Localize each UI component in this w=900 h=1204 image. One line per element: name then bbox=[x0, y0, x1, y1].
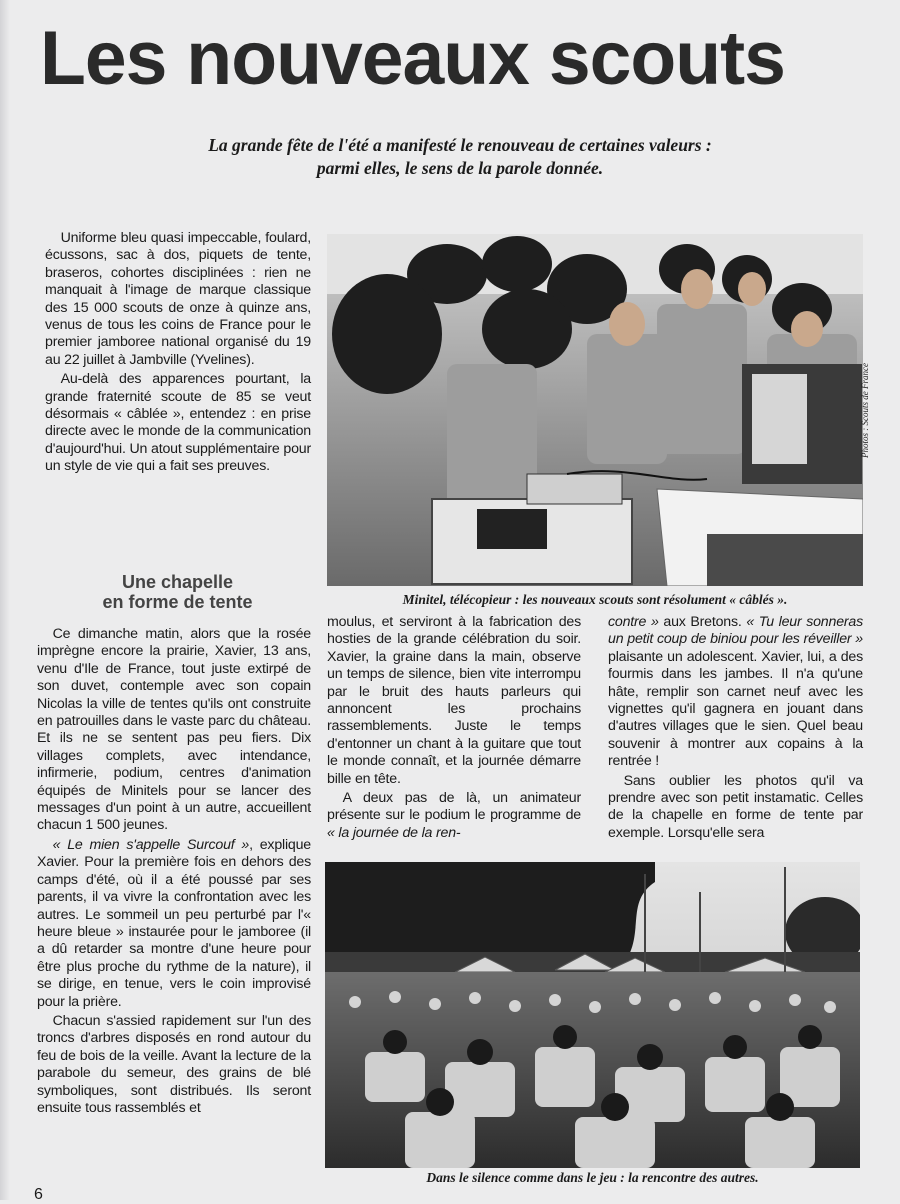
col1-quote: « Le mien s'appelle Surcouf » bbox=[52, 836, 250, 853]
page-number: 6 bbox=[34, 1186, 43, 1203]
col3-paragraph-2: Sans oublier les photos qu'il va prendre avec son petit instamatic. Celles de la chapelle en forme de tente par exemple. Lorsqu'elle sera bbox=[608, 772, 863, 841]
minitel-photo bbox=[327, 234, 863, 586]
body-column-3 bbox=[608, 614, 863, 842]
col2-paragraph-2-text: A deux pas de là, un animateur présente sur le podium le programme de bbox=[327, 790, 581, 824]
photo-credit: Photos : Scouts de France bbox=[860, 363, 870, 458]
crowd-photo bbox=[325, 862, 860, 1168]
section-subhead bbox=[45, 572, 310, 612]
col3-text-2: plaisante un adolescent. Xavier, lui, a des fourmis dans les jambes. Il n'a qu'une hâte, remplir son carnet neuf avec les vignettes qu'il gagnera en jouant dans d'autres villages que le sien. Quel beau souvenir à montrer aux copains à la rentrée ! bbox=[608, 648, 863, 770]
col3-paragraph-1 bbox=[608, 614, 863, 771]
body-column-1 bbox=[37, 626, 311, 1117]
body-column-2 bbox=[327, 614, 581, 842]
intro-paragraph-2: Au-delà des apparences pourtant, la grande fraternité scoute de 85 se veut désormais « câblée », entendez : en prise directe avec le monde de la communication d'aujourd'hui. Un atout supplémentaire pour un style de vie qui a fait ses preuves. bbox=[45, 371, 311, 475]
intro-column bbox=[45, 230, 311, 476]
deck-line-1: La grande fête de l'été a manifesté le renouveau de certaines valeurs : bbox=[208, 135, 712, 155]
bottom-photo-caption: Dans le silence comme dans le jeu : la rencontre des autres. bbox=[426, 1170, 759, 1185]
subhead-line-1: Une chapelle bbox=[121, 572, 234, 592]
article-deck bbox=[120, 134, 800, 180]
col2-quote: « la journée de la ren- bbox=[327, 824, 461, 841]
col2-paragraph-1: moulus, et serviront à la fabrication des hosties de la grande célébration du soir. Xavier, la graine dans la main, observe un temps de silence, bien vite interrompu par le bruit des hauts parleurs qui annoncent les prochains rassemblements. Juste le temps d'entonner un chant à la guitare que tout le monde connaît, et la journée démarre bille en tête. bbox=[327, 614, 581, 787]
intro-paragraph-1: Uniforme bleu quasi impeccable, foulard, écussons, sac à dos, piquets de tente, braseros, cohortes disciplinées : rien ne manquait à l'image de marque classique des 15 000 scouts de onze à quinze ans, venus de tous les coins de France pour le premier jamboree national organisé du 19 au 22 juillet à Jambville (Yvelines). bbox=[45, 230, 311, 368]
col3-quote-1: contre » bbox=[608, 614, 659, 630]
deck-line-2: parmi elles, le sens de la parole donnée. bbox=[316, 158, 604, 178]
col1-paragraph-3: Chacun s'assied rapidement sur l'un des troncs d'arbres disposés en rond autour du feu de bois de la veille. Avant la lecture de la parabole du semeur, des grains de blé symboliques, sont distribués. Ils seront ensuite tous rassemblés et bbox=[37, 1012, 311, 1116]
top-photo-caption: Minitel, télécopieur : les nouveaux scouts sont résolument « câblés ». bbox=[402, 592, 788, 607]
col3-text-1: aux Bretons. bbox=[658, 614, 747, 630]
subhead-line-2: en forme de tente bbox=[102, 592, 253, 612]
col1-paragraph-2-text: , explique Xavier. Pour la première fois en dehors des camps d'été, où il a été poussé par ses parents, il va vivre la confrontation avec les autres. Le sommeil un peu perturbé par l'« heure bleue » instaurée pour le jamboree (il a dû retarder sa montre d'une heure pour être plus proche du rythme de la nature), il se dirige, en tenue, vers le coin improvisé pour la prière. bbox=[37, 836, 311, 1010]
crowd-photo-illustration bbox=[325, 862, 860, 1168]
headline: Les nouveaux scouts bbox=[40, 16, 785, 101]
col3-quote-2: « Tu leur sonneras un petit coup de biniou pour les réveiller » bbox=[608, 614, 863, 648]
minitel-photo-illustration bbox=[327, 234, 863, 586]
col1-paragraph-2 bbox=[37, 837, 311, 1011]
page-edge bbox=[0, 0, 10, 1200]
col1-paragraph-1: Ce dimanche matin, alors que la rosée imprègne encore la prairie, Xavier, 13 ans, venu d'Ile de France, tout juste extirpé de son duvet, contemple avec son copain Nicolas la ville de tentes qu'ils ont construite en patrouilles dans le vaste parc du château. Et ils ne se sentent pas peu fiers. Dix villages complets, avec intendance, infirmerie, podium, centres d'animation équipés de Minitels pour se lancer des messages d'un point à un autre, accueillent chacun 1 500 jeunes. bbox=[37, 626, 311, 834]
col2-paragraph-2 bbox=[327, 790, 581, 842]
